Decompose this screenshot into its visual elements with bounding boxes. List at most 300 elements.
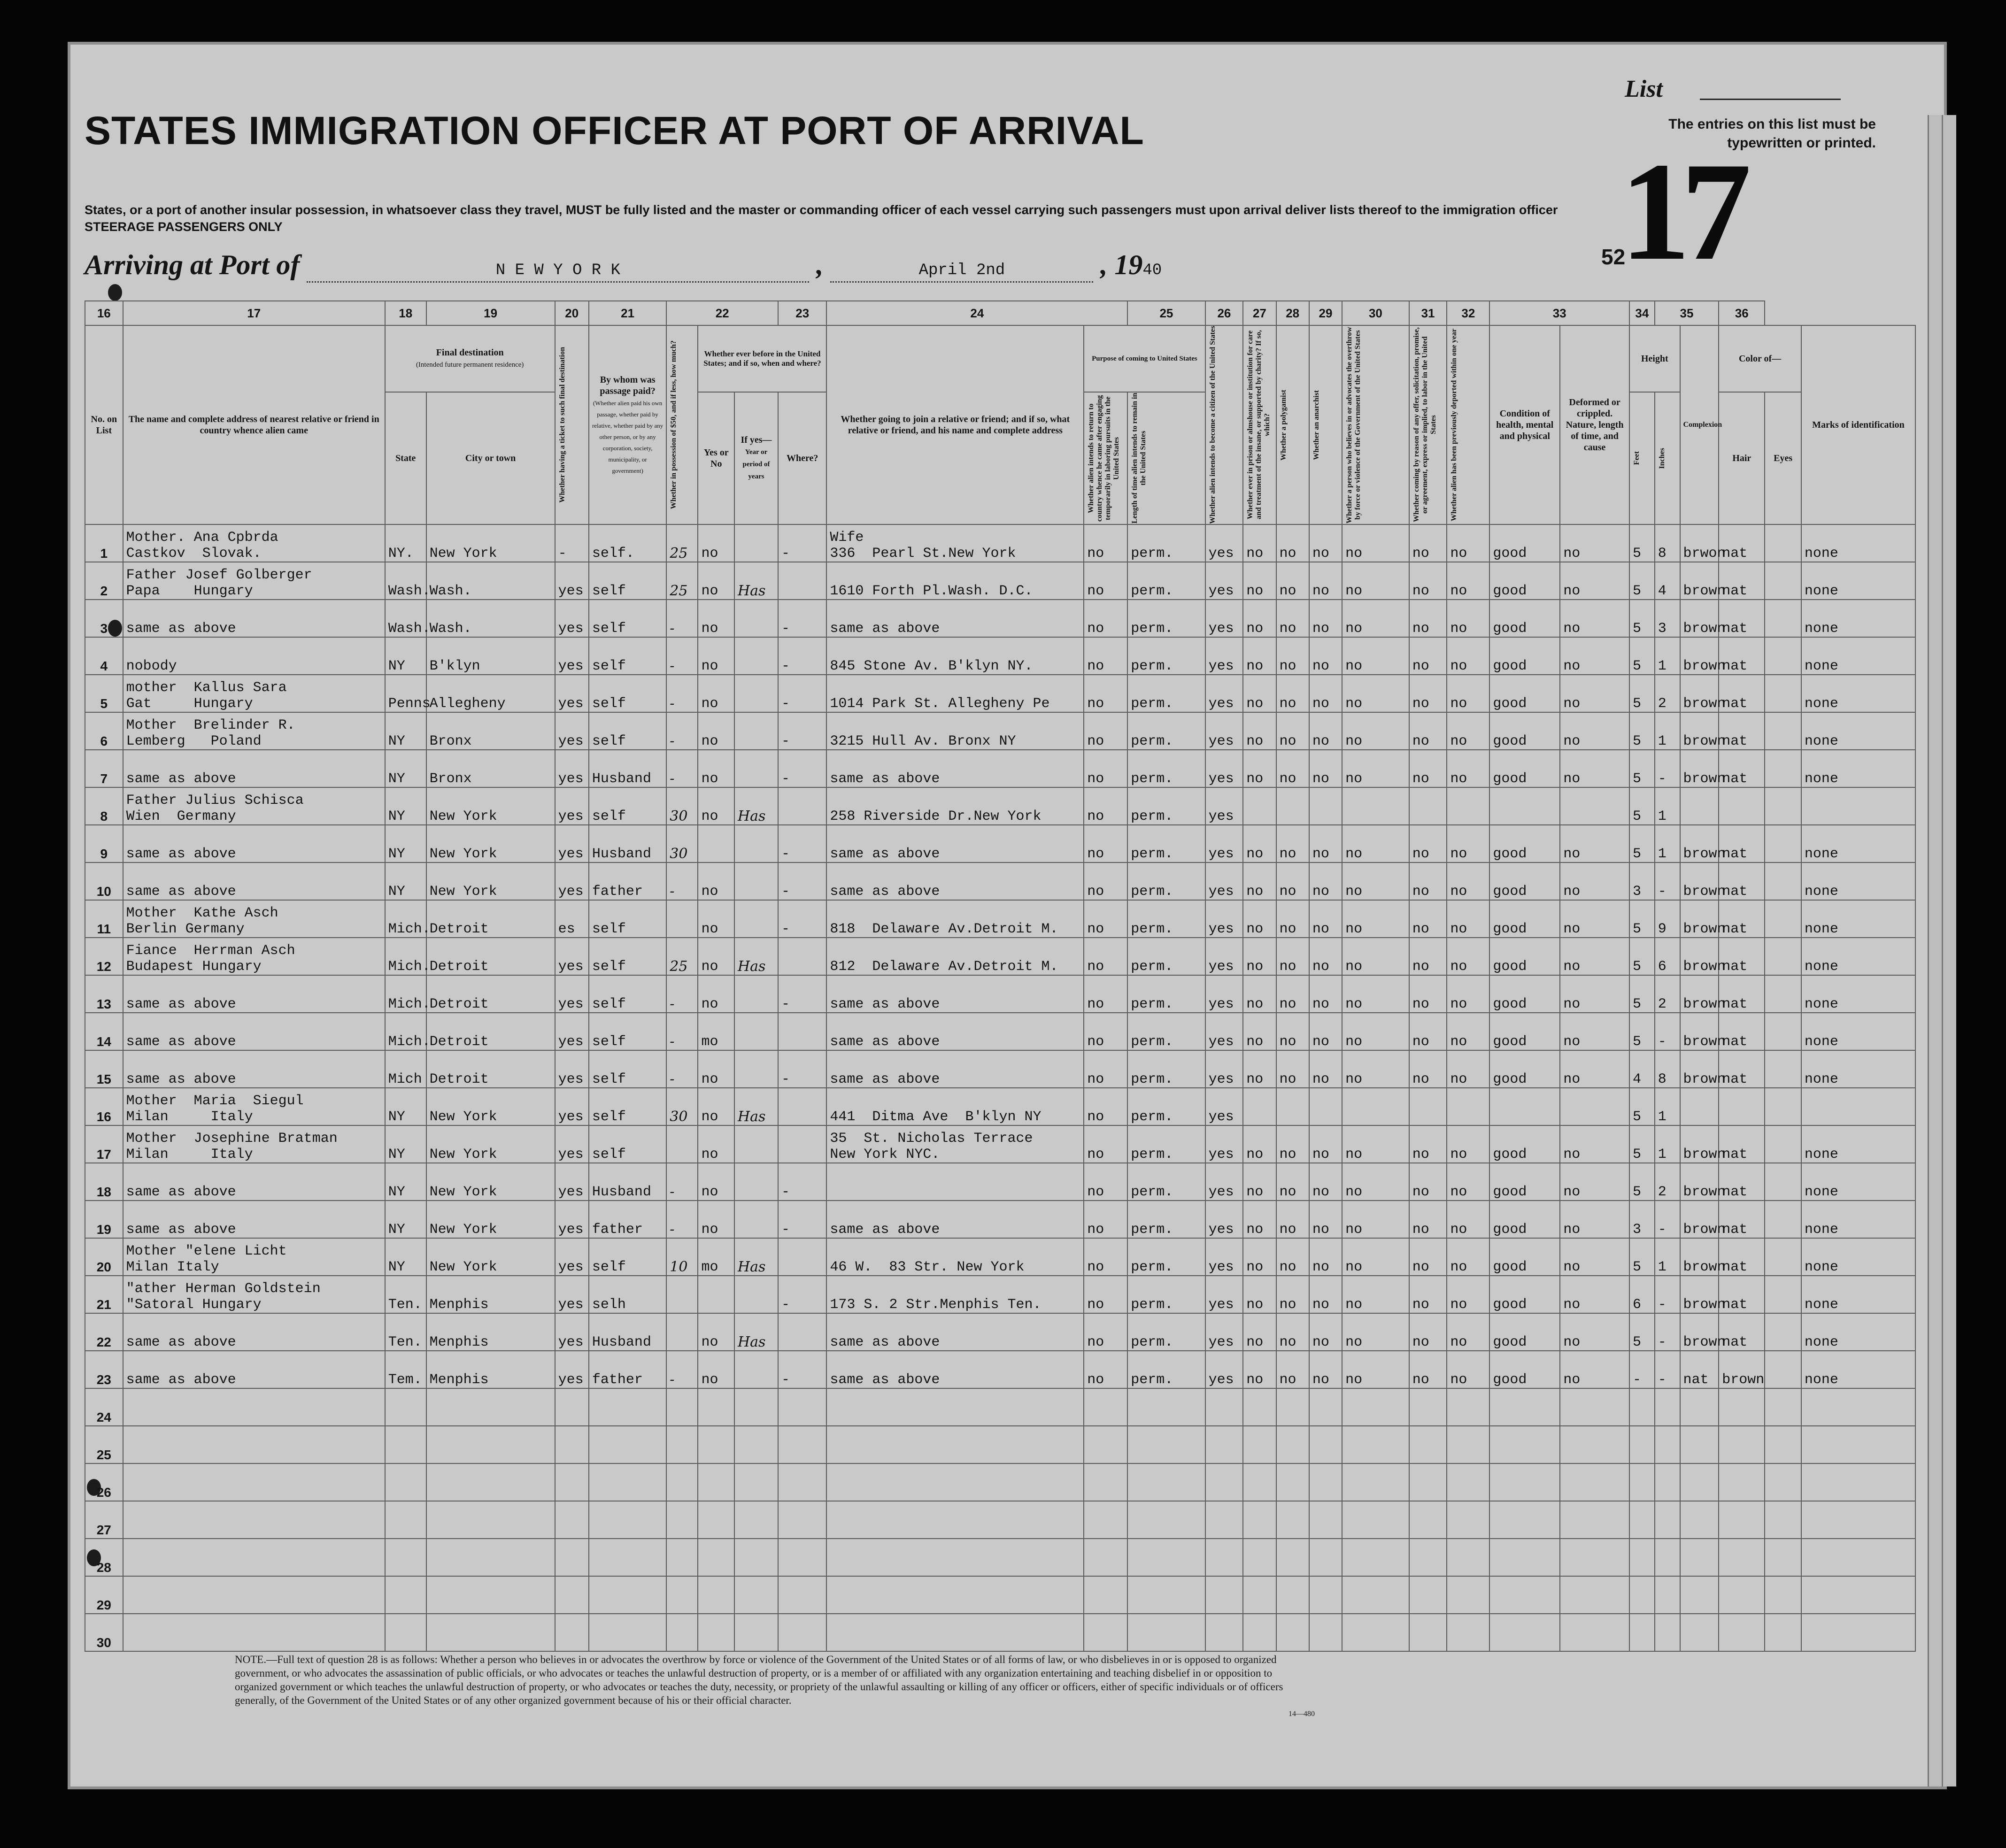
overthrow-cell: no (1342, 750, 1409, 787)
citizen-cell: yes (1205, 524, 1243, 562)
where-cell (778, 1463, 826, 1501)
overthrow-cell (1342, 1088, 1409, 1125)
table-row (85, 900, 1915, 938)
ticket-cell (555, 1501, 589, 1539)
health-cell: good (1489, 1201, 1560, 1238)
before-cell (698, 1426, 734, 1463)
before-cell: no (698, 938, 734, 975)
anarchist-cell: no (1309, 1050, 1342, 1088)
inches-cell: 1 (1655, 787, 1680, 825)
health-cell (1489, 1388, 1560, 1426)
deformed-cell: no (1560, 637, 1629, 675)
length-cell: perm. (1127, 1088, 1205, 1125)
year-cell (734, 1614, 778, 1651)
overthrow-cell (1342, 1388, 1409, 1426)
return-cell (1084, 1501, 1127, 1539)
eyes-cell (1765, 1238, 1801, 1276)
header-citizen (1205, 325, 1243, 524)
deformed-cell: no (1560, 675, 1629, 712)
marks-cell: none (1801, 600, 1915, 637)
offer-cell: no (1409, 1313, 1447, 1351)
length-cell: perm. (1127, 712, 1205, 750)
hair-cell: nat (1719, 1201, 1765, 1238)
column-number: 32 (1447, 301, 1489, 325)
state-cell: NY (385, 1088, 426, 1125)
paid-by-label: By whom was passage paid? (600, 375, 656, 396)
relative-cell: Mother Maria Siegul Milan Italy (123, 1088, 385, 1125)
year-cell (734, 1576, 778, 1614)
prison-cell (1243, 1426, 1276, 1463)
length-cell: perm. (1127, 1313, 1205, 1351)
return-cell: no (1084, 1276, 1127, 1313)
health-cell: good (1489, 1276, 1560, 1313)
offer-cell (1409, 1501, 1447, 1539)
overthrow-cell: no (1342, 1276, 1409, 1313)
inches-cell: 1 (1655, 637, 1680, 675)
relative-cell (123, 1614, 385, 1651)
health-cell: good (1489, 1351, 1560, 1388)
column-number: 25 (1127, 301, 1205, 325)
money-cell: - (666, 1050, 698, 1088)
city-cell: New York (426, 524, 555, 562)
money-cell (666, 1426, 698, 1463)
header-deformed: Deformed or crippled. Nature, length of time, and cause (1560, 325, 1629, 524)
year-cell (734, 900, 778, 938)
deported-cell: no (1447, 750, 1489, 787)
polygamist-cell: no (1276, 1050, 1309, 1088)
return-cell (1084, 1614, 1127, 1651)
state-cell (385, 1576, 426, 1614)
header-polygamist (1276, 325, 1309, 524)
comma-separator: , (816, 249, 831, 280)
return-cell: no (1084, 1163, 1127, 1201)
before-cell: no (698, 862, 734, 900)
where-cell (778, 1576, 826, 1614)
where-cell (778, 1238, 826, 1276)
eyes-cell (1765, 1201, 1801, 1238)
relative-cell: nobody (123, 637, 385, 675)
anarchist-cell: no (1309, 862, 1342, 900)
header-feet (1629, 392, 1655, 524)
where-cell (778, 1013, 826, 1050)
polygamist-cell: no (1276, 675, 1309, 712)
deformed-cell: no (1560, 1276, 1629, 1313)
deformed-cell (1560, 1539, 1629, 1576)
where-cell: - (778, 637, 826, 675)
deported-cell: no (1447, 975, 1489, 1013)
money-cell (666, 1501, 698, 1539)
prison-cell: no (1243, 524, 1276, 562)
table-row (85, 1313, 1915, 1351)
header-deported (1447, 325, 1489, 524)
year-cell (734, 825, 778, 862)
table-row (85, 600, 1915, 637)
year-cell (734, 1388, 778, 1426)
polygamist-cell (1276, 1426, 1309, 1463)
feet-cell: 5 (1629, 600, 1655, 637)
prison-cell (1243, 1614, 1276, 1651)
column-number: 28 (1276, 301, 1309, 325)
deformed-cell: no (1560, 1013, 1629, 1050)
column-number: 29 (1309, 301, 1342, 325)
money-cell: - (666, 750, 698, 787)
health-cell: good (1489, 600, 1560, 637)
port-value: N E W Y O R K (495, 262, 621, 279)
year-cell (734, 862, 778, 900)
join-cell: 818 Delaware Av.Detroit M. (826, 900, 1084, 938)
offer-cell: no (1409, 1163, 1447, 1201)
deformed-cell (1560, 1426, 1629, 1463)
return-cell: no (1084, 825, 1127, 862)
row-number: 26 (85, 1463, 123, 1501)
ticket-cell: yes (555, 1088, 589, 1125)
row-number: 30 (85, 1614, 123, 1651)
prison-cell (1243, 1576, 1276, 1614)
ticket-cell: yes (555, 1201, 589, 1238)
polygamist-cell: no (1276, 1351, 1309, 1388)
prison-cell: no (1243, 712, 1276, 750)
relative-cell: same as above (123, 1050, 385, 1088)
where-cell: - (778, 712, 826, 750)
marks-cell (1801, 787, 1915, 825)
prison-cell: no (1243, 1013, 1276, 1050)
health-cell: good (1489, 675, 1560, 712)
hair-cell: nat (1719, 1013, 1765, 1050)
join-cell: same as above (826, 1201, 1084, 1238)
return-cell: no (1084, 675, 1127, 712)
page-subtitle: States, or a port of another insular possession, in whatsoever class they travel, MUST be fully listed and the master or commanding officer of each vessel carrying such passengers must upon arrival deliver lists thereof to the immigration officer (85, 203, 1558, 217)
ticket-cell (555, 1388, 589, 1426)
overthrow-cell (1342, 787, 1409, 825)
where-cell: - (778, 1351, 826, 1388)
eyes-cell (1765, 524, 1801, 562)
ticket-cell (555, 1576, 589, 1614)
header-relative: The name and complete address of nearest relative or friend in country whence alien came (123, 325, 385, 524)
before-cell: no (698, 1351, 734, 1388)
polygamist-cell: no (1276, 712, 1309, 750)
prison-cell: no (1243, 938, 1276, 975)
join-cell: 3215 Hull Av. Bronx NY (826, 712, 1084, 750)
date-field (830, 249, 1093, 283)
prison-cell (1243, 1463, 1276, 1501)
ticket-cell: yes (555, 600, 589, 637)
before-cell: no (698, 1313, 734, 1351)
citizen-cell: yes (1205, 1088, 1243, 1125)
where-cell: - (778, 524, 826, 562)
prison-cell (1243, 1088, 1276, 1125)
marks-cell: none (1801, 1013, 1915, 1050)
relative-cell (123, 1576, 385, 1614)
length-cell: perm. (1127, 1050, 1205, 1088)
money-cell (666, 1463, 698, 1501)
row-number: 25 (85, 1426, 123, 1463)
marks-cell: none (1801, 1163, 1915, 1201)
overthrow-cell (1342, 1576, 1409, 1614)
money-cell: - (666, 637, 698, 675)
length-cell: perm. (1127, 787, 1205, 825)
state-cell: NY (385, 825, 426, 862)
table-row (85, 975, 1915, 1013)
paid-by-cell: self (589, 975, 666, 1013)
inches-cell: - (1655, 750, 1680, 787)
citizen-cell: yes (1205, 712, 1243, 750)
header-color-of: Color of— (1719, 325, 1801, 392)
eyes-cell (1765, 862, 1801, 900)
inches-cell: - (1655, 1013, 1680, 1050)
relative-cell: mother Kallus Sara Gat Hungary (123, 675, 385, 712)
row-number: 12 (85, 938, 123, 975)
header-hair: Hair (1719, 392, 1765, 524)
city-cell: Detroit (426, 1050, 555, 1088)
before-cell: no (698, 712, 734, 750)
deformed-cell: no (1560, 1201, 1629, 1238)
table-row (85, 1125, 1915, 1163)
inches-cell: 3 (1655, 600, 1680, 637)
citizen-cell: yes (1205, 787, 1243, 825)
ticket-label: Whether having a ticket to such final destination (558, 347, 566, 503)
ticket-cell: yes (555, 562, 589, 600)
money-cell: - (666, 1351, 698, 1388)
feet-cell: 5 (1629, 637, 1655, 675)
before-cell: no (698, 1163, 734, 1201)
polygamist-cell: no (1276, 1201, 1309, 1238)
polygamist-cell (1276, 1614, 1309, 1651)
return-cell: no (1084, 1125, 1127, 1163)
citizen-cell: yes (1205, 1276, 1243, 1313)
inches-cell: 1 (1655, 1125, 1680, 1163)
offer-cell: no (1409, 1125, 1447, 1163)
paid-by-cell: self (589, 600, 666, 637)
paid-by-cell (589, 1539, 666, 1576)
table-row (85, 1351, 1915, 1388)
deformed-cell: no (1560, 1125, 1629, 1163)
header-height: Height (1629, 325, 1680, 392)
row-number: 7 (85, 750, 123, 787)
anarchist-cell: no (1309, 1125, 1342, 1163)
feet-cell: 5 (1629, 975, 1655, 1013)
anarchist-cell: no (1309, 1238, 1342, 1276)
money-cell: - (666, 862, 698, 900)
offer-cell (1409, 1426, 1447, 1463)
header-before-us: Whether ever before in the United States; and if so, when and where? (698, 325, 826, 392)
deformed-cell: no (1560, 1238, 1629, 1276)
join-cell: same as above (826, 750, 1084, 787)
join-cell: 845 Stone Av. B'klyn NY. (826, 637, 1084, 675)
marks-cell: none (1801, 524, 1915, 562)
join-cell: same as above (826, 825, 1084, 862)
money-cell: - (666, 712, 698, 750)
year-cell (734, 1426, 778, 1463)
citizen-label: Whether alien intends to become a citizen of the United States (1208, 326, 1217, 524)
inches-cell: 9 (1655, 900, 1680, 938)
length-cell: perm. (1127, 1013, 1205, 1050)
city-cell (426, 1426, 555, 1463)
prison-cell: no (1243, 1163, 1276, 1201)
join-cell: same as above (826, 862, 1084, 900)
feet-cell: 5 (1629, 562, 1655, 600)
deported-cell: no (1447, 637, 1489, 675)
entries-note: The entries on this list must be typewritten or printed. (1668, 116, 1876, 151)
column-number: 17 (123, 301, 385, 325)
city-cell: New York (426, 825, 555, 862)
complexion-cell: brown (1680, 1313, 1719, 1351)
feet-cell: 3 (1629, 1201, 1655, 1238)
feet-cell: 5 (1629, 1313, 1655, 1351)
join-cell: Wife 336 Pearl St.New York (826, 524, 1084, 562)
table-row (85, 712, 1915, 750)
money-cell: - (666, 1201, 698, 1238)
column-number: 33 (1489, 301, 1629, 325)
complexion-cell (1680, 1463, 1719, 1501)
citizen-cell: yes (1205, 1238, 1243, 1276)
offer-cell: no (1409, 1050, 1447, 1088)
before-cell (698, 1501, 734, 1539)
health-cell: good (1489, 900, 1560, 938)
row-number: 27 (85, 1501, 123, 1539)
where-cell: - (778, 975, 826, 1013)
inches-cell (1655, 1388, 1680, 1426)
row-number: 16 (85, 1088, 123, 1125)
join-cell: same as above (826, 1013, 1084, 1050)
deported-cell: no (1447, 600, 1489, 637)
hair-cell: nat (1719, 1276, 1765, 1313)
year-cell: Has (734, 1313, 778, 1351)
eyes-cell (1765, 1313, 1801, 1351)
ticket-cell (555, 1463, 589, 1501)
relative-cell: Mother Kathe Asch Berlin Germany (123, 900, 385, 938)
offer-cell: no (1409, 562, 1447, 600)
overthrow-cell: no (1342, 1351, 1409, 1388)
ticket-cell (555, 1426, 589, 1463)
state-cell (385, 1426, 426, 1463)
year-cell (734, 712, 778, 750)
anarchist-cell: no (1309, 1351, 1342, 1388)
marks-cell (1801, 1088, 1915, 1125)
ticket-cell: yes (555, 1163, 589, 1201)
header-purpose: Purpose of coming to United States (1084, 325, 1205, 392)
header-length (1127, 392, 1205, 524)
city-cell: Menphis (426, 1313, 555, 1351)
state-cell: NY (385, 1201, 426, 1238)
offer-label: Whether coming by reason of any offer, solicitation, promise, or agreement, express or implied, to labor in the United States (1412, 327, 1437, 523)
where-cell (778, 787, 826, 825)
feet-cell: 4 (1629, 1050, 1655, 1088)
header-money (666, 325, 698, 524)
where-cell (778, 1125, 826, 1163)
deported-cell: no (1447, 938, 1489, 975)
relative-cell: same as above (123, 1201, 385, 1238)
city-cell: Detroit (426, 900, 555, 938)
where-cell (778, 1614, 826, 1651)
join-cell: same as above (826, 1313, 1084, 1351)
relative-cell: Mother Brelinder R. Lemberg Poland (123, 712, 385, 750)
city-cell (426, 1501, 555, 1539)
offer-cell: no (1409, 675, 1447, 712)
ticket-cell: yes (555, 1125, 589, 1163)
date-value: April 2nd (918, 262, 1005, 279)
return-cell: no (1084, 1351, 1127, 1388)
eyes-cell (1765, 1013, 1801, 1050)
year-cell: Has (734, 1088, 778, 1125)
row-number: 17 (85, 1125, 123, 1163)
table-row (85, 1501, 1915, 1539)
ticket-cell: - (555, 524, 589, 562)
paid-by-cell: Husband (589, 750, 666, 787)
column-number-row (85, 301, 1915, 325)
join-cell: 46 W. 83 Str. New York (826, 1238, 1084, 1276)
hair-cell: nat (1719, 900, 1765, 938)
join-cell (826, 1163, 1084, 1201)
paid-by-cell (589, 1388, 666, 1426)
inches-cell: 2 (1655, 675, 1680, 712)
hair-cell: nat (1719, 938, 1765, 975)
paid-by-cell: father (589, 1351, 666, 1388)
city-cell (426, 1388, 555, 1426)
health-cell (1489, 1426, 1560, 1463)
overthrow-cell: no (1342, 600, 1409, 637)
ticket-cell: yes (555, 750, 589, 787)
complexion-cell (1680, 787, 1719, 825)
header-marks: Marks of identification (1801, 325, 1915, 524)
overthrow-cell: no (1342, 1050, 1409, 1088)
row-number: 20 (85, 1238, 123, 1276)
length-label: Length of time alien intends to remain in the United States (1131, 393, 1148, 524)
health-cell (1489, 1501, 1560, 1539)
prison-cell (1243, 1539, 1276, 1576)
hair-cell (1719, 1614, 1765, 1651)
marks-cell (1801, 1576, 1915, 1614)
marks-cell: none (1801, 750, 1915, 787)
paid-by-cell (589, 1463, 666, 1501)
health-cell (1489, 1539, 1560, 1576)
paid-by-cell: self (589, 1013, 666, 1050)
offer-cell (1409, 1614, 1447, 1651)
deported-cell: no (1447, 1125, 1489, 1163)
polygamist-cell: no (1276, 975, 1309, 1013)
complexion-cell: brown (1680, 562, 1719, 600)
anarchist-label: Whether an anarchist (1312, 390, 1320, 460)
complexion-cell: brown (1680, 900, 1719, 938)
state-cell (385, 1388, 426, 1426)
length-cell: perm. (1127, 637, 1205, 675)
before-cell (698, 1463, 734, 1501)
join-cell: 173 S. 2 Str.Menphis Ten. (826, 1276, 1084, 1313)
deported-cell (1447, 1388, 1489, 1426)
where-cell: - (778, 900, 826, 938)
city-cell: Menphis (426, 1276, 555, 1313)
complexion-cell (1680, 1539, 1719, 1576)
offer-cell: no (1409, 524, 1447, 562)
deported-cell: no (1447, 675, 1489, 712)
anarchist-cell (1309, 1388, 1342, 1426)
eyes-cell (1765, 1125, 1801, 1163)
offer-cell (1409, 1463, 1447, 1501)
length-cell (1127, 1576, 1205, 1614)
hair-cell: nat (1719, 1050, 1765, 1088)
table-row (85, 675, 1915, 712)
where-cell (778, 1313, 826, 1351)
deported-cell: no (1447, 1013, 1489, 1050)
header-no-on-list: No. on List (85, 325, 123, 524)
health-cell (1489, 1463, 1560, 1501)
hair-cell: nat (1719, 524, 1765, 562)
polygamist-cell: no (1276, 600, 1309, 637)
footnote-text: NOTE.—Full text of question 28 is as follows: Whether a person who believes in or advocates the overthrow by force or violence of the Government of the United States or of all forms of law, or who disbelieves in or is opposed to organized government, or who advocates the assassination of public officials, or who advocates or teaches the unlawful destruction of property, or is a member of or affiliated with any organization entertaining and teaching disbelief in or opposition to organized government or which teaches the unlawful destruction of property, or who advocates or teaches the duty, necessity, or propriety of the unlawful assaulting or killing of any officer or officers, either of specific individuals or of officers generally, of the Government of the United States or of any other organized government because of his or their official character. (235, 1654, 1283, 1706)
eyes-cell (1765, 1426, 1801, 1463)
offer-cell (1409, 1388, 1447, 1426)
inches-cell (1655, 1614, 1680, 1651)
citizen-cell: yes (1205, 1351, 1243, 1388)
